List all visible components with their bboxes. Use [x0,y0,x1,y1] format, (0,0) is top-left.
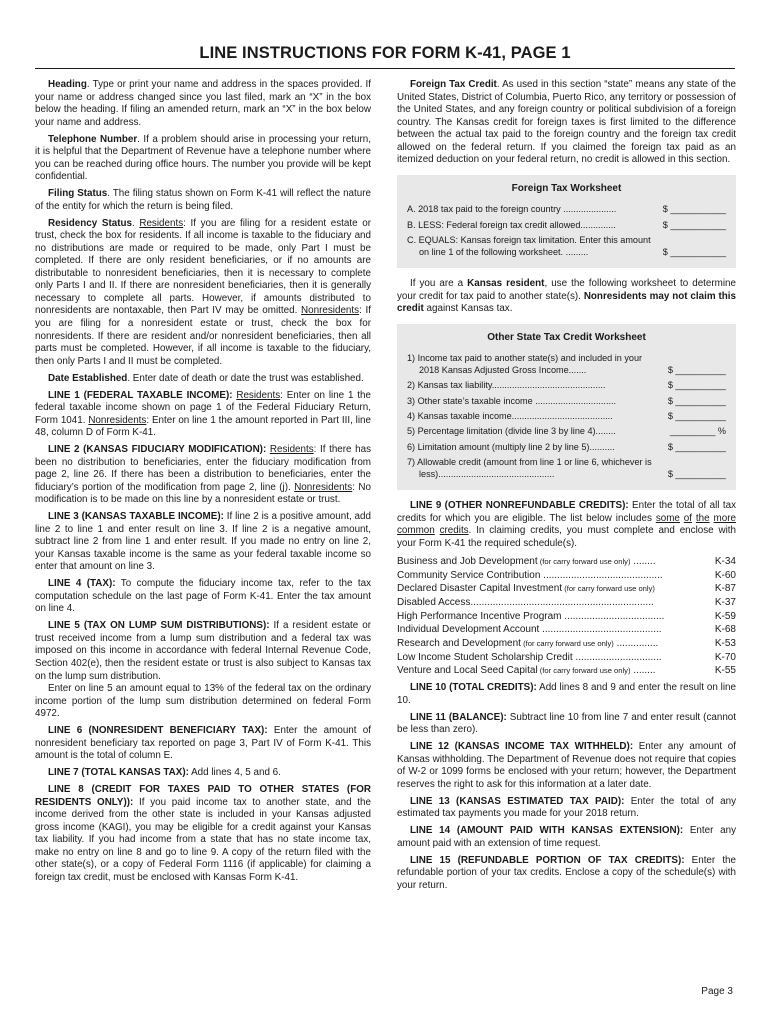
kansas-resident-paragraph: If you are a Kansas resident, use the following worksheet to determine your credit for tax paid to another state(s). Nonresidents may not claim this credit against Kansas tax. [397,278,736,315]
worksheet-row: B. LESS: Federal foreign tax credit allowed.............. $ ___________ [407,219,726,230]
line14-paragraph: LINE 14 (AMOUNT PAID WITH KANSAS EXTENSION): Enter any amount paid with an extension of time request. [397,825,736,849]
line1-paragraph: LINE 1 (FEDERAL TAXABLE INCOME): Residents: Enter on line 1 the federal taxable income shown on page 1 of the Federal Fiduciary Return, Form 1041. Nonresidents: Enter on line 1 the amount reported in Part III, line 48, column D of Form K-41. [35,389,371,439]
credits-list [397,555,736,678]
right-column [397,79,736,897]
other-state-worksheet-title: Other State Tax Credit Worksheet [487,331,646,343]
telephone-paragraph: Telephone Number. If a problem should arise in processing your return, it is helpful that the Department of Revenue have a telephone number where you can be reached during office hours. The number you provide will be kept confidential. [35,133,371,183]
line9-paragraph: LINE 9 (OTHER NONREFUNDABLE CREDITS): Enter the total of all tax credits for which you are eligible. The list below includes some of the more common credits. In claiming credits, you must complete and enclose with your Form K-41 the required schedule(s). [397,500,736,549]
line6-paragraph: LINE 6 (NONRESIDENT BENEFICIARY TAX): Enter the amount of nonresident beneficiary tax reported on page 3, Part IV of Form K-41. This amount is the total of column E. [35,725,371,762]
left-column [35,79,371,889]
line5-paragraph: LINE 5 (TAX ON LUMP SUM DISTRIBUTIONS): If a resident estate or trust received income from a lump sum distribution and a federal tax was imposed on this income in accordance with federal Internal Revenue Code, Section 402(e), then the resident estate or trust is also subject to Kansas tax on the lump sum distribution. [35,620,371,682]
line11-paragraph: LINE 11 (BALANCE): Subtract line 10 from line 7 and enter result (cannot be less than zero). [397,711,736,736]
worksheet-row: 3) Other state’s taxable income ................................ $ __________ [407,395,726,406]
date-established-paragraph: Date Established. Enter date of death or date the trust was established. [48,372,364,384]
worksheet-row: C. EQUALS: Kansas foreign tax limitation. Enter this amount on line 1 of the following worksheet. ......... $ ___________ [407,235,726,257]
line4-paragraph: LINE 4 (TAX): To compute the fiduciary income tax, refer to the tax computation schedule on the last page of Form K-41. Enter the tax amount on line 4. [35,578,371,615]
foreign-tax-worksheet [397,175,736,268]
list-item: Research and Development (for carry forward use only) ............... K-53 [397,638,736,650]
list-item: Venture and Local Seed Capital (for carry forward use only) ........ K-55 [397,665,736,677]
worksheet-row: 1) Income tax paid to another state(s) and included in your 2018 Kansas Adjusted Gross Income....... $ __________ [407,353,726,375]
other-state-tax-credit-worksheet [397,324,736,490]
line8-paragraph: LINE 8 (CREDIT FOR TAXES PAID TO OTHER STATES (FOR RESIDENTS ONLY)): If you paid income tax to another state, and the income derived from the other state is included in your Kansas adjusted gross income (KAGI), you may be eligible for a credit against your Kansas tax liability. If you had income from a state that has no state income tax, make no entry on line 8 and go to line 9. A copy of the return filed with the other state(s), or a copy of Federal Form 1116 (if applicable) for claiming a foreign tax credit, must be enclosed with Kansas Form K-41. [35,784,371,883]
line13-paragraph: LINE 13 (KANSAS ESTIMATED TAX PAID): Enter the total of any estimated tax payments you made for your 2018 return. [397,795,736,820]
line5-continuation: Enter on line 5 an amount equal to 13% of the federal tax on the ordinary income portion of the lump sum distribution determined on federal Form 4972. [35,683,371,720]
page-number: Page 3 [701,986,733,997]
foreign-worksheet-title: Foreign Tax Worksheet [511,182,622,194]
line12-paragraph: LINE 12 (KANSAS INCOME TAX WITHHELD): Enter any amount of Kansas withholding. The Department of Revenue does not require that copies of W-2 or 1099 forms be enclosed with your return; however, the Department reserves the right to ask for this information at a later date. [397,741,736,790]
line10-paragraph: LINE 10 (TOTAL CREDITS): Add lines 8 and 9 and enter the result on line 10. [397,682,737,706]
list-item: Disabled Access.................................................................. K-37 [397,596,736,608]
worksheet-row: 6) Limitation amount (multiply line 2 by line 5).......... $ __________ [407,441,726,452]
list-item: Low Income Student Scholarship Credit ............................... K-70 [397,651,736,663]
heading-paragraph: Heading. Type or print your name and address in the spaces provided. If your name or address changed since you last filed, mark an “X” in the box below the heading. If filing an amended return, mark an “X” in the box below your name and address. [35,79,371,128]
worksheet-row: 5) Percentage limitation (divide line 3 by line 4)........ _________ % [407,426,726,437]
title-divider [35,68,735,69]
foreign-tax-credit-paragraph: Foreign Tax Credit. As used in this section “state” means any state of the United States, District of Columbia, Puerto Rico, any territory or possession of the United States, and any foreign country or political subdivision of a foreign country. The Kansas credit for foreign taxes is first limited to the difference between the actual tax paid to the foreign country and the foreign tax credit allowed on the federal return. If you claimed the foreign tax paid as an itemized deduction on your federal return, no credit is allowed in this section. [397,79,737,166]
page-title: LINE INSTRUCTIONS FOR FORM K-41, PAGE 1 [199,44,571,62]
list-item: Declared Disaster Capital Investment (for carry forward use only) K-87 [397,583,736,595]
worksheet-row: 2) Kansas tax liability............................................. $ __________ [407,380,726,391]
line15-paragraph: LINE 15 (REFUNDABLE PORTION OF TAX CREDITS): Enter the refundable portion of your tax credits. Enclose a copy of the schedule(s) with your return. [397,854,736,891]
residency-status-paragraph: Residency Status. Residents: If you are filing for a resident estate or trust, check the box for residents. If all income is taxable to the fiduciary and no distributions are made or required to be made, only Part I must be completed. If there are only resident beneficiaries, or if no amounts are distributable to nonresident beneficiaries, then it is necessary to complete only Parts I and II. If there are nonresident beneficiaries, then it is generally necessary to complete all parts. However, if amounts distributed to nonresidents are nontaxable, then Part IV may be omitted. Nonresidents: If you are filing for a nonresident estate or trust, check the box for nonresidents. If there are resident and/or nonresident beneficiaries, then all parts must be completed. However, if all income is taxable to the fiduciary, then only Parts I and II must be completed. [35,217,371,367]
worksheet-row: A. 2018 tax paid to the foreign country ..................... $ ___________ [407,204,726,215]
worksheet-row: 7) Allowable credit (amount from line 1 or line 6, whichever is less).............................................. $ __________ [407,457,726,479]
list-item: Individual Development Account ........................................... K-68 [397,624,736,636]
line7-paragraph: LINE 7 (TOTAL KANSAS TAX): Add lines 4, 5 and 6. [48,767,281,779]
line2-paragraph: LINE 2 (KANSAS FIDUCIARY MODIFICATION): Residents: If there has been no distribution to beneficiaries, enter the fiduciary modification from page 2, line 26. If there has been a distribution to beneficiaries, enter the fiduciary’s portion of the modification from page 2, line (j). Nonresidents: No modification is to be made on this line by a nonresident estate or trust. [35,444,371,506]
list-item: Business and Job Development (for carry forward use only) ........ K-34 [397,555,736,567]
filing-status-paragraph: Filing Status. The filing status shown on Form K-41 will reflect the nature of the entity for which the return is being filed. [35,188,371,212]
worksheet-row: 4) Kansas taxable income........................................ $ __________ [407,411,726,422]
list-item: Community Service Contribution ........................................... K-60 [397,569,736,581]
list-item: High Performance Incentive Program .................................... K-59 [397,610,736,622]
line3-paragraph: LINE 3 (KANSAS TAXABLE INCOME): If line 2 is a positive amount, add line 2 to line 1 and enter result on line 3. If line 2 is a negative amount, subtract line 2 from line 1 and enter result. If you made no entry on line 2, your Kansas taxable income is the same as your federal taxable income so enter that amount on line 3. [35,511,371,573]
